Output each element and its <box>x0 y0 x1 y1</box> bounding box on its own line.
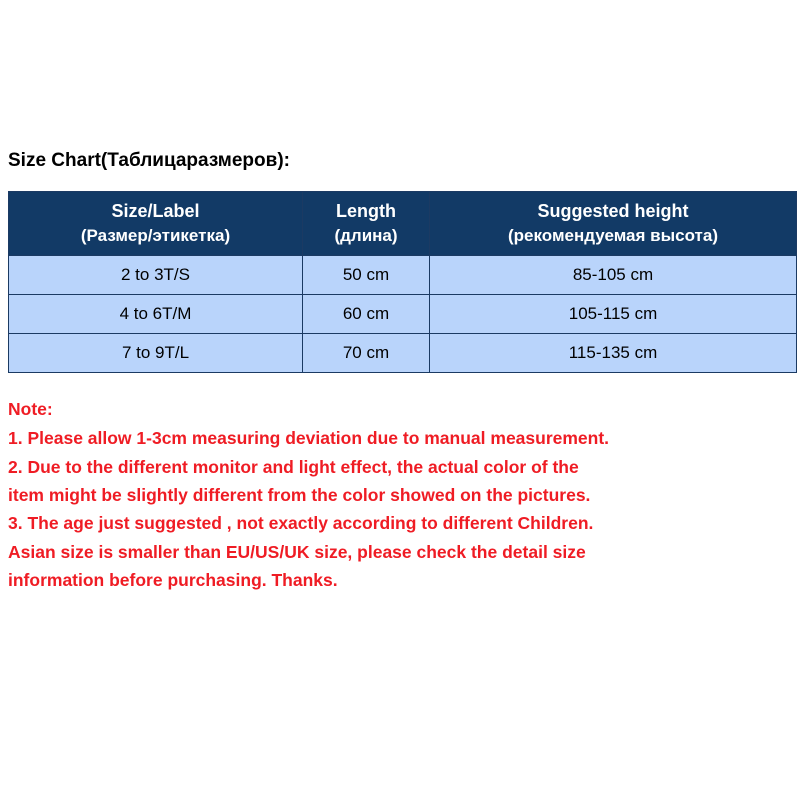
cell-size: 7 to 9T/L <box>9 333 303 372</box>
column-header-length <box>303 192 430 256</box>
notes-section <box>4 395 784 594</box>
page-title: Size Chart(Таблицаразмеров): <box>8 150 290 171</box>
column-header-size-main: Size/Label <box>111 201 200 221</box>
table-header-row <box>9 192 797 256</box>
note-line: 3. The age just suggested , not exactly according to different Children. <box>8 513 594 534</box>
cell-length: 60 cm <box>303 294 430 333</box>
column-header-suggested-height-main: Suggested height <box>537 201 689 221</box>
size-chart-table <box>8 191 797 373</box>
column-header-length-sub: (длина) <box>334 226 398 246</box>
cell-size: 2 to 3T/S <box>9 255 303 294</box>
note-line: Asian size is smaller than EU/US/UK size, please check the detail size <box>8 541 586 562</box>
table-row <box>9 294 797 333</box>
note-line: item might be slightly different from the color showed on the pictures. <box>8 485 591 506</box>
cell-length: 50 cm <box>303 255 430 294</box>
notes-heading: Note: <box>8 399 53 419</box>
note-line: 2. Due to the different monitor and light effect, the actual color of the <box>8 456 579 477</box>
column-header-suggested-height <box>430 192 797 256</box>
note-line: 1. Please allow 1-3cm measuring deviation due to manual measurement. <box>8 428 610 449</box>
column-header-suggested-height-sub: (рекомендуемая высота) <box>508 226 718 246</box>
table-header <box>9 192 797 256</box>
table-row <box>9 255 797 294</box>
cell-length: 70 cm <box>303 333 430 372</box>
column-header-size <box>9 192 303 256</box>
cell-height: 85-105 cm <box>430 255 797 294</box>
cell-height: 105-115 cm <box>430 294 797 333</box>
table-row <box>9 333 797 372</box>
table-body <box>9 255 797 372</box>
cell-height: 115-135 cm <box>430 333 797 372</box>
cell-size: 4 to 6T/M <box>9 294 303 333</box>
note-line: information before purchasing. Thanks. <box>8 570 338 591</box>
column-header-size-sub: (Размер/этикетка) <box>80 226 231 246</box>
column-header-length-main: Length <box>336 201 396 221</box>
